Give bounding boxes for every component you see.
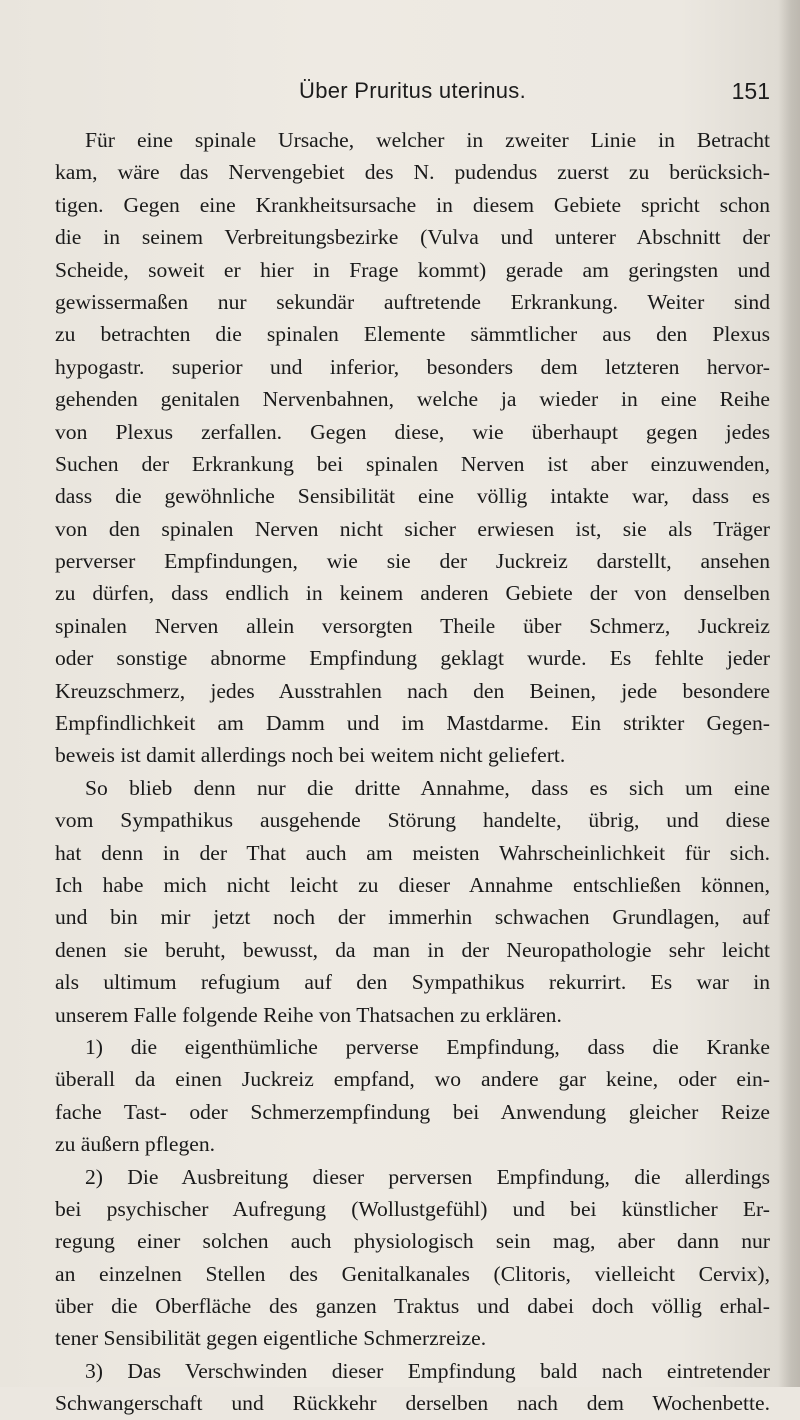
page-edge-shadow [778,0,800,1387]
text-line: 1) die eigenthümliche perverse Empfindung, dass die Kranke [85,1034,770,1059]
text-line: So blieb denn nur die dritte Annahme, dass es sich um eine [85,775,770,800]
text-line: gewissermaßen nur sekundär auftretende Erkrankung. Weiter sind [55,289,770,314]
text-line: dass die gewöhnliche Sensibilität eine völlig intakte war, dass es [55,484,770,509]
text-line: regung einer solchen auch physiologisch sein mag, aber dann nur [55,1229,770,1254]
text-line: 3) Das Verschwinden dieser Empfindung bald nach eintretender [85,1358,770,1383]
text-line: über die Oberfläche des ganzen Traktus und dabei doch völlig erhal- [55,1294,770,1319]
text-line: perverser Empfindungen, wie sie der Juckreiz darstellt, ansehen [55,549,770,574]
text-line: Kreuzschmerz, jedes Ausstrahlen nach den Beinen, jede besondere [55,678,770,703]
body-text [55,124,770,1420]
page-number: 151 [731,78,770,104]
text-line: gehenden genitalen Nervenbahnen, welche ja wieder in eine Reihe [55,387,770,412]
text-line: als ultimum refugium auf den Sympathikus rekurrirt. Es war in [55,970,770,995]
text-line: zu dürfen, dass endlich in keinem anderen Gebiete der von denselben [55,581,770,606]
text-line: Für eine spinale Ursache, welcher in zweiter Linie in Betracht [85,128,770,152]
text-line: von Plexus zerfallen. Gegen diese, wie überhaupt gegen jedes [55,419,770,444]
text-line: denen sie beruht, bewusst, da man in der Neuropathologie sehr leicht [55,937,770,962]
text-line: spinalen Nerven allein versorgten Theile über Schmerz, Juckreiz [55,613,770,638]
text-line: Ich habe mich nicht leicht zu dieser Annahme entschließen können, [55,872,770,897]
text-line: Schwangerschaft und Rückkehr derselben nach dem Wochenbette. [55,1391,770,1416]
text-line: oder sonstige abnorme Empfindung geklagt wurde. Es fehlte jeder [55,646,770,671]
page-header [55,78,770,108]
text-line: hypogastr. superior und inferior, besonders dem letzteren hervor- [55,354,770,379]
text-line: unserem Falle folgende Reihe von Thatsachen zu erklären. [55,1002,562,1027]
text-line: bei psychischer Aufregung (Wollustgefühl) und bei künstlicher Er- [55,1196,770,1221]
text-line: die in seinem Verbreitungsbezirke (Vulva und unterer Abschnitt der [55,225,770,250]
text-line: beweis ist damit allerdings noch bei weitem nicht geliefert. [55,743,566,768]
text-line: hat denn in der That auch am meisten Wahrscheinlichkeit für sich. [55,840,770,865]
text-line: zu äußern pflegen. [55,1132,216,1157]
text-line: 2) Die Ausbreitung dieser perversen Empfindung, die allerdings [85,1164,770,1189]
text-line: Empfindlichkeit am Damm und im Mastdarme. Ein strikter Gegen- [55,711,770,736]
text-line: Scheide, soweit er hier in Frage kommt) gerade am geringsten und [55,257,770,282]
text-line: Suchen der Erkrankung bei spinalen Nerven ist aber einzuwenden, [55,451,770,476]
text-line: tigen. Gegen eine Krankheitsursache in diesem Gebiete spricht schon [55,192,770,217]
text-line: vom Sympathikus ausgehende Störung handelte, übrig, und diese [55,808,770,833]
text-line: überall da einen Juckreiz empfand, wo andere gar keine, oder ein- [55,1067,770,1092]
running-title: Über Pruritus uterinus. [299,78,526,103]
text-line: von den spinalen Nerven nicht sicher erwiesen ist, sie als Träger [55,516,770,541]
text-line: zu betrachten die spinalen Elemente sämmtlicher aus den Plexus [55,322,770,347]
text-line: fache Tast- oder Schmerzempfindung bei Anwendung gleicher Reize [55,1099,770,1124]
text-line: tener Sensibilität gegen eigentliche Schmerzreize. [55,1326,487,1351]
text-line: an einzelnen Stellen des Genitalkanales (Clitoris, vielleicht Cervix), [55,1261,770,1286]
text-line: und bin mir jetzt noch der immerhin schwachen Grundlagen, auf [55,905,770,930]
text-line: kam, wäre das Nervengebiet des N. pudendus zuerst zu berücksich- [55,160,770,185]
